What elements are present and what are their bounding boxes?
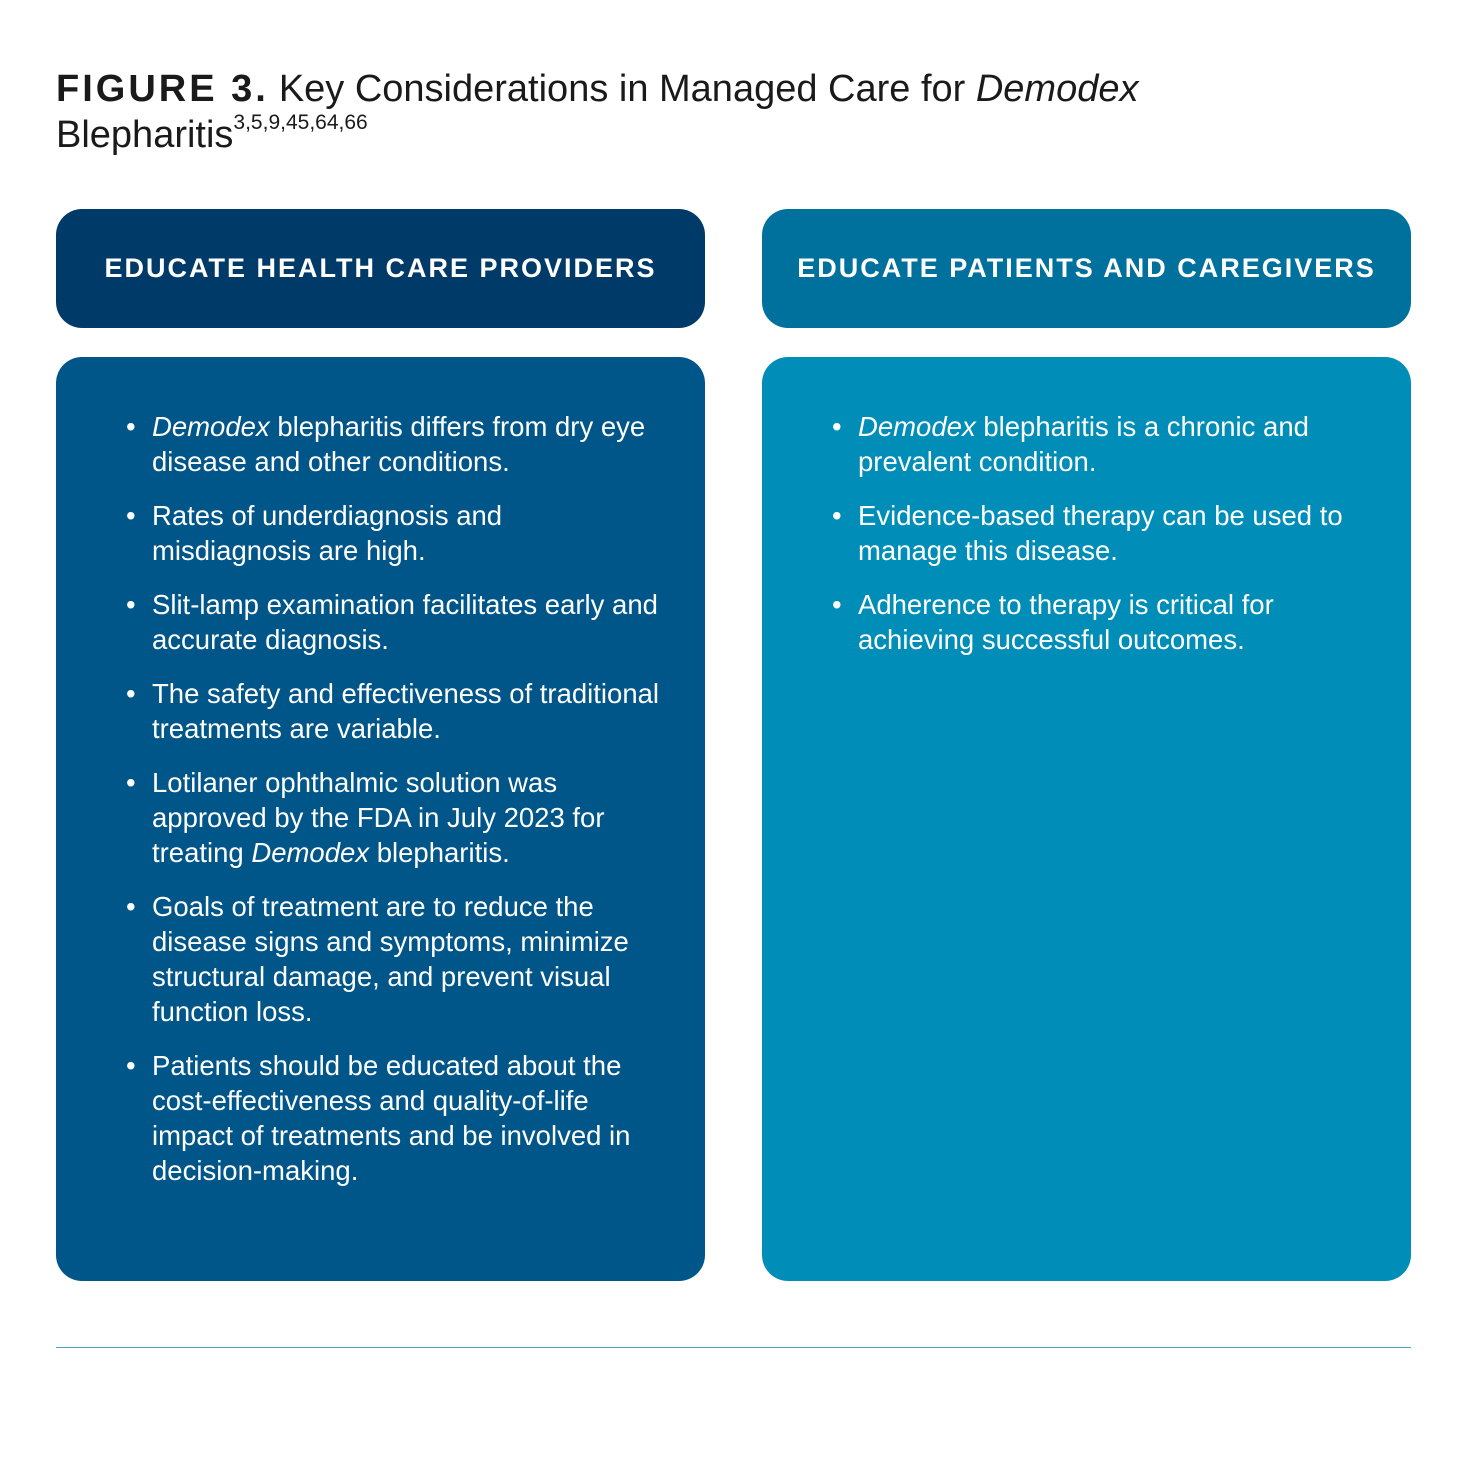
figure-title-italic: Demodex bbox=[975, 68, 1139, 110]
bullet-icon: • bbox=[126, 500, 136, 531]
bottom-divider bbox=[56, 1347, 1411, 1348]
item-italic: Demodex bbox=[152, 411, 270, 442]
item-text: Patients should be educated about the cost-effectiveness and quality-of-life impact of treatments and be involved in decision-making. bbox=[152, 1050, 631, 1186]
figure-title-text: Key Considerations in Managed Care for bbox=[278, 68, 976, 110]
list-item bbox=[126, 409, 665, 479]
bullet-icon: • bbox=[126, 678, 136, 709]
bullet-icon: • bbox=[832, 411, 842, 442]
figure-label: FIGURE 3. bbox=[56, 68, 269, 110]
item-text: blepharitis. bbox=[369, 837, 510, 868]
bullet-icon: • bbox=[126, 411, 136, 442]
patients-list bbox=[832, 409, 1371, 657]
item-text: Slit-lamp examination facilitates early and accurate diagnosis. bbox=[152, 589, 658, 655]
item-text: Adherence to therapy is critical for achieving successful outcomes. bbox=[858, 589, 1274, 655]
bullet-icon: • bbox=[832, 500, 842, 531]
list-item bbox=[126, 587, 665, 657]
providers-list bbox=[126, 409, 665, 1188]
item-text: Goals of treatment are to reduce the disease signs and symptoms, minimize structural damage, and prevent visual function loss. bbox=[152, 891, 629, 1027]
bullet-icon: • bbox=[126, 1050, 136, 1081]
bullet-icon: • bbox=[126, 891, 136, 922]
patients-header bbox=[762, 209, 1411, 328]
list-item bbox=[126, 498, 665, 568]
list-item bbox=[832, 498, 1371, 568]
bullet-icon: • bbox=[126, 589, 136, 620]
item-italic: Demodex bbox=[251, 837, 370, 868]
list-item bbox=[126, 1048, 665, 1188]
item-text: blepharitis differs from dry eye disease and other conditions. bbox=[152, 411, 646, 477]
figure-title-end: Blepharitis bbox=[56, 114, 234, 156]
patients-heading: EDUCATE PATIENTS AND CAREGIVERS bbox=[797, 253, 1376, 283]
item-text: Evidence-based therapy can be used to manage this disease. bbox=[858, 500, 1343, 566]
item-text: blepharitis is a chronic and prevalent condition. bbox=[858, 411, 1309, 477]
patients-panel bbox=[762, 357, 1411, 1281]
item-text: The safety and effectiveness of traditional treatments are variable. bbox=[152, 678, 660, 744]
bullet-icon: • bbox=[832, 589, 842, 620]
list-item bbox=[832, 587, 1371, 657]
providers-panel bbox=[56, 357, 705, 1281]
item-text: Lotilaner ophthalmic solution was approved by the FDA in July 2023 for treating bbox=[152, 767, 605, 868]
figure-title bbox=[56, 66, 1356, 158]
list-item bbox=[832, 409, 1371, 479]
figure-references: 3,5,9,45,64,66 bbox=[233, 111, 368, 134]
bullet-icon: • bbox=[126, 767, 136, 798]
item-italic: Demodex bbox=[858, 411, 976, 442]
providers-heading: EDUCATE HEALTH CARE PROVIDERS bbox=[104, 253, 657, 283]
providers-header bbox=[56, 209, 705, 328]
item-text: Rates of underdiagnosis and misdiagnosis are high. bbox=[152, 500, 503, 566]
list-item bbox=[126, 676, 665, 746]
list-item bbox=[126, 765, 665, 870]
list-item bbox=[126, 889, 665, 1029]
